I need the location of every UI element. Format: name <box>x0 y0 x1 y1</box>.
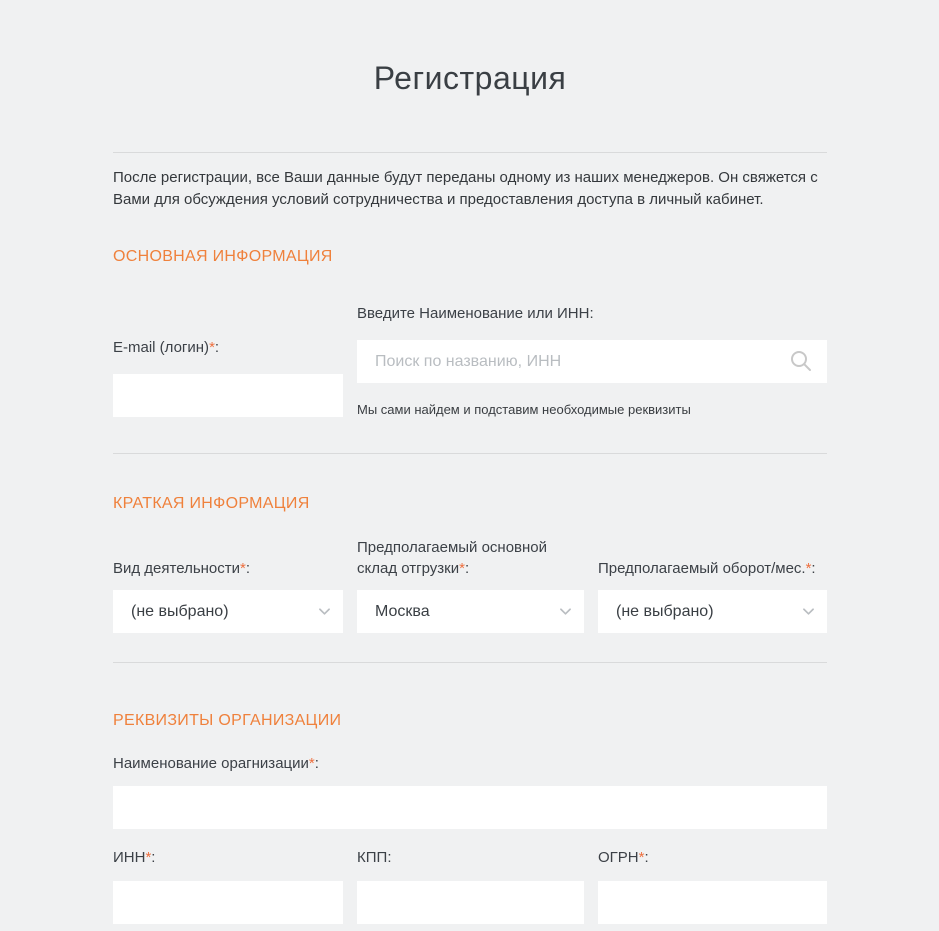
ogrn-label: ОГРН*: <box>598 849 649 866</box>
required-asterisk: * <box>638 849 645 866</box>
required-asterisk: * <box>459 560 465 577</box>
org-name-input[interactable] <box>113 786 827 829</box>
warehouse-select[interactable] <box>357 590 584 633</box>
turnover-select[interactable] <box>598 590 827 633</box>
divider <box>113 152 827 153</box>
activity-type-select[interactable] <box>113 590 343 633</box>
section-heading-brief-info: КРАТКАЯ ИНФОРМАЦИЯ <box>113 495 310 512</box>
company-search-input[interactable] <box>357 340 827 383</box>
brief-selects-row <box>113 590 827 633</box>
main-info-row <box>113 303 827 417</box>
inn-label: ИНН*: <box>113 849 156 866</box>
selected-value: (не выбрано) <box>616 602 714 620</box>
inn-input[interactable] <box>113 881 343 924</box>
kpp-input[interactable] <box>357 881 584 924</box>
page-title: Регистрация <box>373 60 567 96</box>
email-label: E-mail (логин)*: <box>113 339 220 356</box>
required-asterisk: * <box>209 339 215 356</box>
search-helper-text: Мы сами найдем и подставим необходимые реквизиты <box>357 402 691 417</box>
requisites-inputs-row <box>113 865 827 924</box>
selected-value: (не выбрано) <box>131 602 229 620</box>
ogrn-input[interactable] <box>598 881 827 924</box>
divider <box>113 453 827 454</box>
chevron-down-icon <box>803 608 814 616</box>
company-search-label: Введите Наименование или ИНН: <box>357 305 594 322</box>
email-input[interactable] <box>113 374 343 417</box>
selected-value: Москва <box>375 602 430 620</box>
required-asterisk: * <box>805 560 812 577</box>
required-asterisk: * <box>145 849 152 866</box>
intro-text: После регистрации, все Ваши данные будут переданы одному из наших менеджеров. Он свяжется с Вами для обсуждения условий сотрудничества и предоставления доступа в личный кабинет. <box>113 169 818 208</box>
section-heading-requisites: РЕКВИЗИТЫ ОРГАНИЗАЦИИ <box>113 712 342 729</box>
chevron-down-icon <box>560 608 571 616</box>
brief-labels-row <box>113 537 827 579</box>
divider <box>113 662 827 663</box>
turnover-label: Предполагаемый оборот/мес.*: <box>598 560 816 577</box>
company-search-group <box>357 303 827 417</box>
kpp-label: КПП: <box>357 849 392 866</box>
registration-form <box>113 0 827 924</box>
company-search-wrap <box>357 340 827 383</box>
org-name-label: Наименование орагнизации*: <box>113 755 319 772</box>
requisites-labels-row <box>113 847 827 868</box>
activity-type-label: Вид деятельности*: <box>113 560 251 577</box>
required-asterisk: * <box>308 755 315 772</box>
required-asterisk: * <box>240 560 246 577</box>
section-heading-main-info: ОСНОВНАЯ ИНФОРМАЦИЯ <box>113 248 333 265</box>
email-field-group <box>113 337 343 417</box>
chevron-down-icon <box>319 608 330 616</box>
warehouse-label: Предполагаемый основной склад отгрузки*: <box>357 539 548 577</box>
